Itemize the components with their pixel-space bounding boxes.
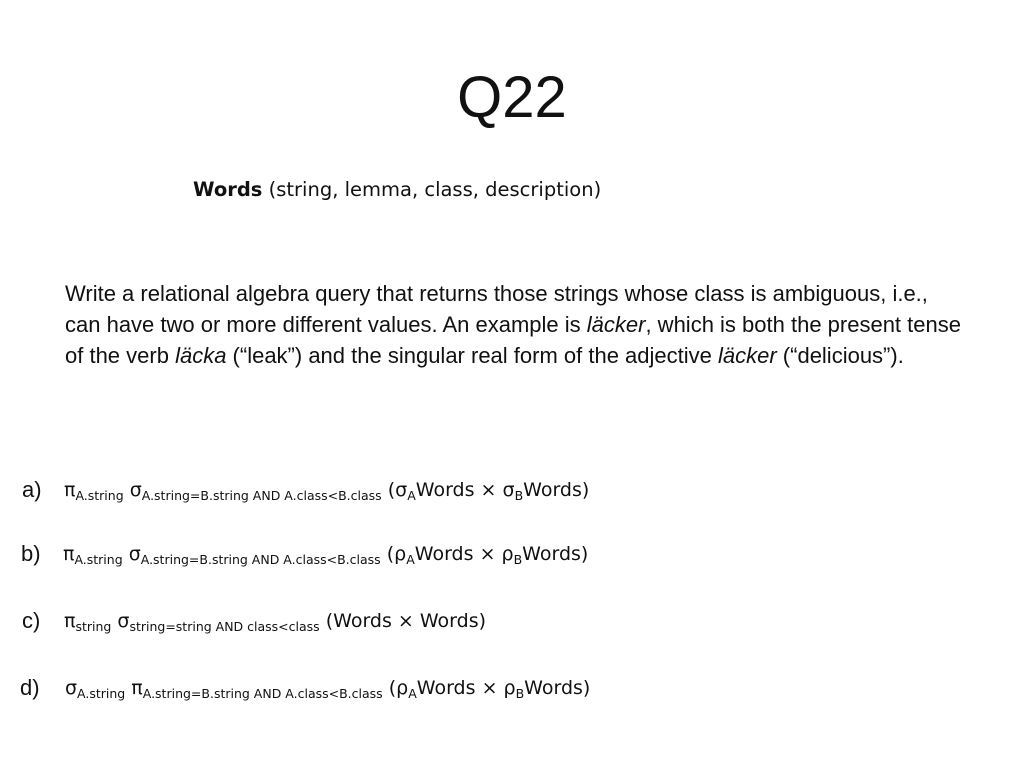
example-word-lacker-adjective: läcker <box>718 343 777 368</box>
question-part-3: (“leak”) and the singular real form of the adjective <box>226 343 718 368</box>
schema-relation-name: Words <box>193 178 263 201</box>
option-expression <box>64 470 589 510</box>
right-relation: Words <box>522 543 581 565</box>
left-operator: ρ <box>394 543 407 565</box>
projection-symbol: π <box>63 543 75 565</box>
open-paren: ( <box>382 677 397 699</box>
option-label: c) <box>22 608 41 633</box>
projection-attribute: string <box>75 619 112 634</box>
close-paren: ) <box>581 479 590 501</box>
projection-attribute: A.string <box>74 552 123 567</box>
right-relation: Words <box>524 677 583 699</box>
question-part-1: Write a relational algebra query that returns those strings whose class is ambiguous, i.e., can have two or more different values. An example is <box>65 281 928 337</box>
left-alias: A <box>406 552 415 567</box>
left-relation: Words <box>416 677 476 699</box>
option-label: b) <box>21 541 41 566</box>
projection-symbol: π <box>64 610 76 632</box>
right-operator: σ <box>502 479 515 501</box>
schema-attributes: (string, lemma, class, description) <box>268 178 602 201</box>
projection-attribute: A.string <box>75 488 124 503</box>
question-text <box>65 278 965 371</box>
answer-option-a[interactable] <box>0 470 1024 510</box>
option-expression <box>64 601 486 641</box>
selection-symbol: σ <box>129 479 142 501</box>
projection-condition: A.string=B.string AND A.class<B.class <box>142 686 383 701</box>
selection-condition: A.string=B.string AND A.class<B.class <box>141 488 382 503</box>
selection-condition: A.string=B.string AND A.class<B.class <box>140 552 381 567</box>
option-expression <box>65 668 590 708</box>
relation-expression: (Words × Words) <box>319 610 487 632</box>
right-alias: B <box>515 686 525 701</box>
left-alias: A <box>408 686 417 701</box>
projection-symbol: π <box>131 677 143 699</box>
cross-product: × <box>474 479 503 501</box>
option-expression <box>63 534 588 574</box>
answer-option-d[interactable] <box>0 668 1024 708</box>
cross-product: × <box>473 543 502 565</box>
selection-attribute: A.string <box>77 686 126 701</box>
selection-symbol: σ <box>65 677 78 699</box>
question-part-2: , which is both the present tense of the verb <box>65 312 961 368</box>
left-operator: ρ <box>396 677 409 699</box>
selection-symbol: σ <box>117 610 130 632</box>
right-operator: ρ <box>501 543 514 565</box>
example-word-lacka: läcka <box>175 343 227 368</box>
example-word-lacker: läcker <box>586 312 646 337</box>
answer-option-b[interactable] <box>0 534 1024 574</box>
left-relation: Words <box>414 543 474 565</box>
option-label: a) <box>22 477 42 502</box>
left-alias: A <box>407 488 416 503</box>
selection-condition: string=string AND class<class <box>129 619 320 634</box>
open-paren: ( <box>381 479 396 501</box>
close-paren: ) <box>580 543 589 565</box>
close-paren: ) <box>582 677 591 699</box>
right-alias: B <box>513 552 523 567</box>
question-part-4: (“delicious”). <box>776 343 904 368</box>
left-relation: Words <box>415 479 475 501</box>
open-paren: ( <box>380 543 395 565</box>
schema-definition <box>193 176 601 204</box>
option-label: d) <box>20 675 40 700</box>
right-alias: B <box>514 488 524 503</box>
selection-symbol: σ <box>128 543 141 565</box>
projection-symbol: π <box>64 479 76 501</box>
cross-product: × <box>475 677 504 699</box>
answer-option-c[interactable] <box>0 601 1024 641</box>
right-relation: Words <box>523 479 582 501</box>
right-operator: ρ <box>503 677 516 699</box>
left-operator: σ <box>395 479 408 501</box>
page-title: Q22 <box>457 65 567 130</box>
